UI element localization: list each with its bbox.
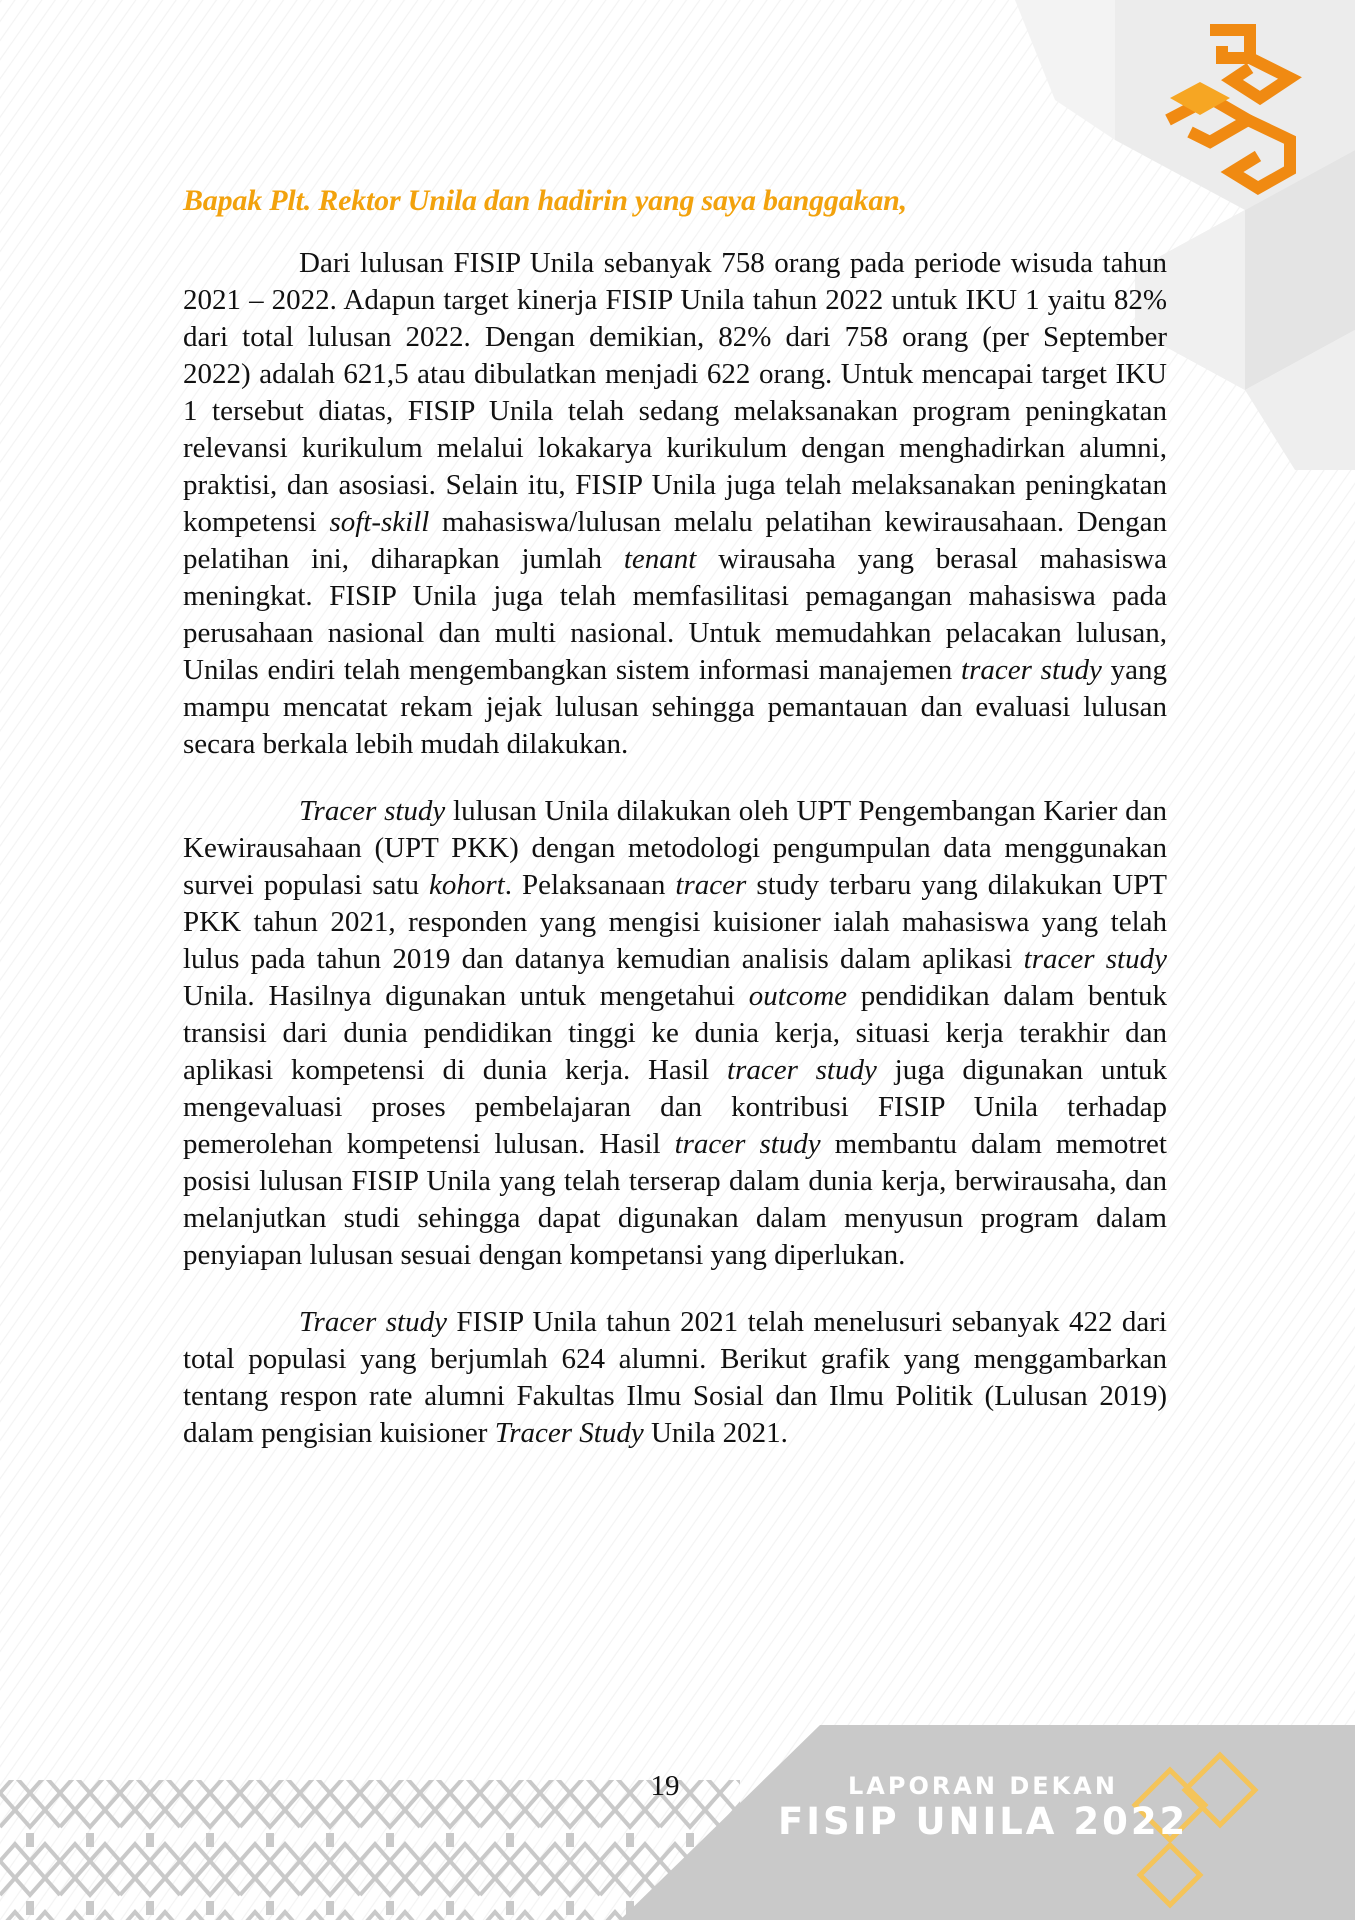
text-run: membantu dalam memotret posisi lulusan FISIP Unila yang telah terserap dalam dunia kerja, berwirausaha, dan melanjutkan studi sehingga dapat digunakan dalam menyusun program dalam penyiapan lulusan sesuai dengan kompetansi yang diperlukan.: [183, 1128, 1167, 1271]
italic-term: tracer study: [1023, 943, 1167, 975]
greeting-heading: Bapak Plt. Rektor Unila dan hadirin yang saya banggakan,: [183, 184, 907, 217]
text-run: Dari lulusan FISIP Unila sebanyak 758 orang pada periode wisuda tahun 2021 – 2022. Adapun target kinerja FISIP Unila tahun 2022 untuk IKU 1 yaitu 82% dari total lulusan 2022. Dengan demikian, 82% dari 758 orang (per September 2022) adalah 621,5 atau dibulatkan menjadi 622 orang. Untuk mencapai target IKU 1 tersebut diatas, FISIP Unila telah sedang melaksanakan program peningkatan relevansi kurikulum melalui lokakarya kurikulum dengan menghadirkan alumni, praktisi, dan asosiasi. Selain itu, FISIP Unila juga telah melaksanakan peningkatan kompetensi: [183, 247, 1167, 538]
italic-term: tracer study: [727, 1054, 877, 1086]
footer-title-line1: LAPORAN DEKAN: [848, 1772, 1118, 1800]
text-run: juga digunakan untuk mengevaluasi proses pembelajaran dan kontribusi FISIP Unila terhadap pemerolehan kompetensi lulusan. Hasil: [183, 1054, 1168, 1160]
italic-term: Tracer study: [299, 1306, 447, 1338]
italic-term: tenant: [623, 543, 697, 575]
italic-term: tracer study: [961, 654, 1102, 686]
italic-term: Tracer study: [299, 795, 446, 827]
italic-term: tracer study: [674, 1128, 821, 1160]
italic-term: tracer: [675, 869, 747, 901]
italic-term: soft-skill: [329, 506, 430, 538]
text-run: Unila. Hasilnya digunakan untuk mengetahui: [183, 980, 749, 1012]
page-number: 19: [650, 1770, 680, 1802]
body-text: [183, 245, 1167, 1482]
text-run: FISIP Unila tahun 2021 telah menelusuri sebanyak 422 dari total populasi yang berjumlah 624 alumni. Berikut grafik yang menggambarkan tentang respon rate alumni Fakultas Ilmu Sosial dan Ilmu Politik (Lulusan 2019) dalam pengisian kuisioner: [183, 1306, 1167, 1449]
text-run: pendidikan dalam bentuk transisi dari dunia pendidikan tinggi ke dunia kerja, situasi kerja terakhir dan aplikasi kompetensi di dunia kerja. Hasil: [183, 980, 1167, 1086]
text-run: lulusan Unila dilakukan oleh UPT Pengembangan Karier dan Kewirausahaan (UPT PKK) dengan metodologi pengumpulan data menggunakan survei populasi satu: [183, 795, 1167, 901]
fisip-ornament-logo: [1140, 20, 1315, 200]
text-run: study terbaru yang dilakukan UPT PKK tahun 2021, responden yang mengisi kuisioner ialah mahasiswa yang telah lulus pada tahun 2019 dan datanya kemudian analisis dalam aplikasi: [183, 869, 1167, 975]
italic-term: kohort: [429, 869, 505, 901]
paragraph: [183, 245, 1167, 763]
text-run: wirausaha yang berasal mahasiswa meningkat. FISIP Unila juga telah memfasilitasi pemagangan mahasiswa pada perusahaan nasional dan multi nasional. Untuk memudahkan pelacakan lulusan, Unilas endiri telah mengembangkan sistem informasi manajemen: [183, 543, 1167, 686]
paragraph: [183, 793, 1167, 1274]
text-run: yang mampu mencatat rekam jejak lulusan sehingga pemantauan dan evaluasi lulusan secara berkala lebih mudah dilakukan.: [183, 654, 1168, 760]
text-run: mahasiswa/lulusan melalu pelatihan kewirausahaan. Dengan pelatihan ini, diharapkan jumlah: [183, 506, 1167, 575]
text-run: Unila 2021.: [643, 1417, 788, 1449]
footer-title-line2: FISIP UNILA 2022: [778, 1800, 1189, 1843]
paragraph: [183, 1304, 1167, 1452]
text-run: . Pelaksanaan: [504, 869, 676, 901]
italic-term: Tracer Study: [494, 1417, 644, 1449]
italic-term: outcome: [748, 980, 848, 1012]
